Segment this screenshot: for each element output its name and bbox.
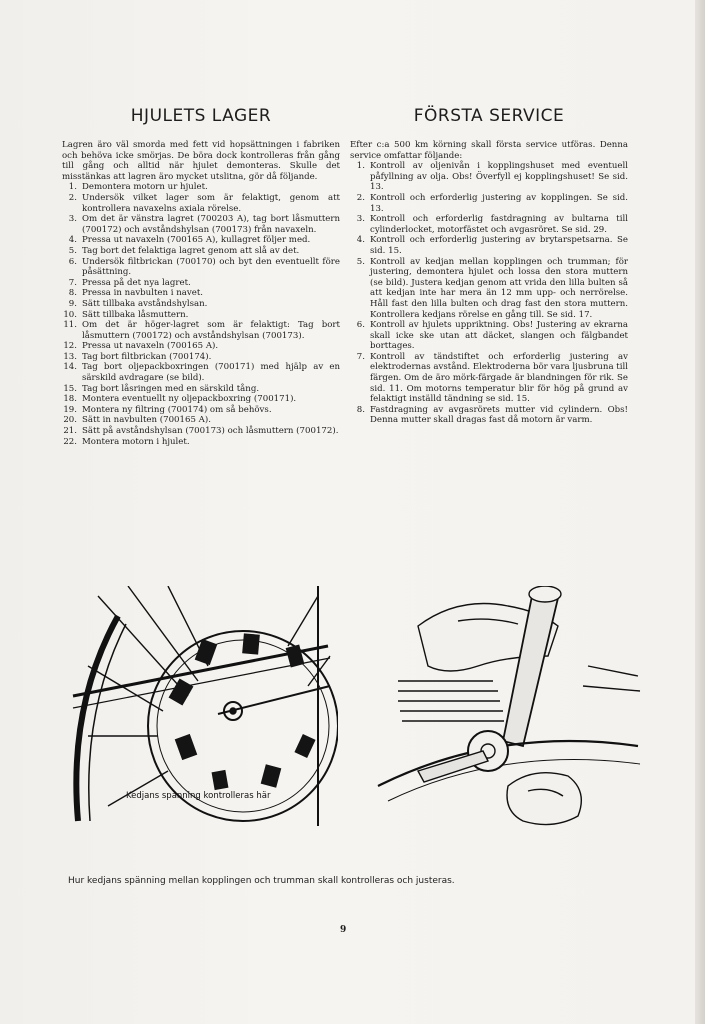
list-item-text: Kontroll och erforderlig justering av brytarspetsarna. Se sid. 15. — [370, 235, 628, 256]
left-list-item — [62, 246, 340, 257]
figure-caption: Hur kedjans spänning mellan kopplingen och trumman skall kontrolleras och justeras. — [68, 876, 455, 886]
left-list-item — [62, 394, 340, 405]
list-item-number: 20. — [63, 415, 77, 426]
list-item-text: Kontroll av tändstiftet och erforderlig justering av elektrodernas avstånd. Elektroderna bör vara ljusbruna till färgen. Om de äro mörk-färgade är blandningen för rik. Se sid. 11. Om motorns temperatur blir för hög på grund av felaktigt inställd tändning se sid. 15. — [370, 351, 629, 405]
left-list-item — [62, 405, 340, 416]
list-item-number: 3. — [68, 214, 77, 225]
list-item-number: 1. — [68, 182, 77, 193]
wheel-chain-drawing — [68, 586, 338, 826]
list-item-text: Sätt på avståndshylsan (700173) och låsmuttern (700172). — [82, 426, 339, 437]
list-item-number: 14. — [63, 362, 77, 373]
list-item-text: Pressa ut navaxeln (700165 A), kullagret följer med. — [82, 235, 311, 246]
list-item-text: Tag bort filtbrickan (700174). — [82, 351, 212, 362]
left-list-item — [62, 437, 340, 448]
left-list-item — [62, 384, 340, 395]
right-list-item — [350, 352, 628, 405]
left-list-item — [62, 362, 340, 383]
list-item-number: 4. — [68, 235, 77, 246]
right-list-item — [350, 257, 628, 321]
list-item-number: 8. — [68, 288, 77, 299]
right-list-item — [350, 405, 628, 426]
left-list-item — [62, 320, 340, 341]
list-item-number: 2. — [68, 192, 77, 203]
list-item-text: Montera motorn i hjulet. — [82, 436, 190, 447]
list-item-number: 10. — [63, 309, 77, 320]
list-item-text: Sätt tillbaka avståndshylsan. — [82, 298, 208, 309]
list-item-number: 2. — [356, 192, 365, 203]
intro-forsta-service: Efter c:a 500 km körning skall första service utföras. Denna service omfattar följande: — [350, 140, 628, 161]
list-item-number: 7. — [356, 351, 365, 362]
list-item-number: 5. — [68, 245, 77, 256]
list-item-text: Undersök filtbrickan (700170) och byt den eventuellt före påsättning. — [82, 256, 340, 278]
list-item-number: 18. — [63, 394, 77, 405]
list-item-text: Tag bort låsringen med en särskild tång. — [82, 383, 260, 394]
list-item-number: 6. — [68, 256, 77, 267]
list-item-text: Sätt tillbaka låsmuttern. — [82, 309, 189, 320]
list-item-text: Kontroll av kedjan mellan kopplingen och trumman; för justering, demontera hjulet och lossa den stora muttern (se bild). Justera kedjan genom att vrida den lilla bulten så att kedjan inte har mera än 12 mm upp- och nerrörelse. Håll fast den lilla bulten och drag fast den stora muttern. Kontrollera kedjans rörelse en gång till. Se sid. 17. — [370, 256, 628, 320]
list-item-text: Kontroll av oljenivån i kopplingshuset med eventuell påfyllning av olja. Obs! Överfyll ej kopplingshuset! Se sid. 13. — [370, 161, 628, 193]
list-item-text: Om det är höger-lagret som är felaktigt: Tag bort låsmuttern (700172) och avståndshylsan (700173). — [82, 320, 340, 341]
left-list-item — [62, 182, 340, 193]
list-item-number: 22. — [63, 436, 77, 447]
left-list-item — [62, 299, 340, 310]
list-item-text: Kontroll och erforderlig fastdragning av bultarna till cylinderlocket, motorfästet och avgasröret. Se sid. 29. — [370, 214, 628, 235]
list-item-number: 19. — [63, 404, 77, 415]
list-item-text: Montera eventuellt ny oljepackboxring (700171). — [82, 394, 297, 405]
page-number: 9 — [340, 925, 347, 935]
figure-adjusting-chain — [358, 586, 643, 831]
list-item-number: 9. — [68, 298, 77, 309]
intro-hjulets-lager: Lagren äro väl smorda med fett vid hopsättningen i fabriken och behöva icke smörjas. De böra dock kontrolleras från gång till gång och alltid när hjulet demonteras. Skulle det misstänkas att lagren äro mycket utslitna, gör då följande. — [62, 140, 340, 182]
list-item-number: 15. — [63, 383, 77, 394]
figure-label-chain: Kedjans spänning kontrolleras här — [126, 791, 271, 801]
list-item-number: 6. — [356, 320, 365, 331]
list-item-number: 5. — [356, 256, 365, 267]
list-item-number: 7. — [68, 277, 77, 288]
left-list-item — [62, 278, 340, 289]
list-item-text: Kontroll av hjulets uppriktning. Obs! Justering av ekrarna skall icke ske utan att däcket, slangen och fälgbandet borttages. — [370, 320, 628, 352]
list-item-number: 3. — [356, 214, 365, 225]
right-list-item — [350, 161, 628, 193]
list-item-number: 13. — [63, 351, 77, 362]
left-list-item — [62, 426, 340, 437]
right-list-item — [350, 193, 628, 214]
left-list-item — [62, 352, 340, 363]
left-list-item — [62, 214, 340, 235]
list-hjulets-lager — [62, 182, 340, 447]
adjusting-drawing — [358, 586, 643, 831]
left-list-item — [62, 235, 340, 246]
list-item-text: Tag bort oljepackboxringen (700171) med hjälp av en särskild avdragare (se bild). — [82, 362, 340, 384]
left-list-item — [62, 415, 340, 426]
right-list-item — [350, 214, 628, 235]
heading-forsta-service: FÖRSTA SERVICE — [413, 106, 565, 126]
list-item-text: Pressa ut navaxeln (700165 A). — [82, 341, 219, 352]
list-item-text: Sätt in navbulten (700165 A). — [82, 415, 211, 426]
heading-hjulets-lager: HJULETS LAGER — [130, 106, 272, 126]
left-list-item — [62, 257, 340, 278]
list-item-text: Kontroll och erforderlig justering av kopplingen. Se sid. 13. — [370, 192, 628, 214]
list-item-number: 1. — [356, 161, 365, 172]
list-item-text: Pressa på det nya lagret. — [82, 277, 191, 288]
page-binding-edge — [695, 0, 705, 1024]
list-item-text: Demontera motorn ur hjulet. — [82, 182, 208, 193]
left-list-item — [62, 193, 340, 214]
list-item-number: 21. — [63, 426, 77, 437]
right-list-item — [350, 320, 628, 352]
list-item-text: Tag bort det felaktiga lagret genom att slå av det. — [82, 245, 300, 256]
list-item-text: Pressa in navbulten i navet. — [82, 288, 204, 299]
list-item-text: Montera ny filtring (700174) om så behövs. — [82, 404, 272, 415]
list-item-text: Fastdragning av avgasrörets mutter vid cylindern. Obs! Denna mutter skall dragas fast då motorn är varm. — [370, 404, 628, 426]
list-item-number: 4. — [356, 235, 365, 246]
list-item-number: 12. — [63, 341, 77, 352]
left-list-item — [62, 341, 340, 352]
left-list-item — [62, 310, 340, 321]
list-item-text: Undersök vilket lager som är felaktigt, genom att kontrollera navaxelns axiala rörelse. — [82, 192, 340, 214]
list-item-number: 11. — [63, 320, 77, 331]
list-forsta-service — [350, 161, 628, 426]
section-hjulets-lager — [62, 106, 340, 447]
left-list-item — [62, 288, 340, 299]
right-list-item — [350, 235, 628, 256]
figure-wheel-chain — [68, 586, 338, 826]
list-item-number: 8. — [356, 404, 365, 415]
list-item-text: Om det är vänstra lagret (700203 A), tag bort låsmuttern (700172) och avståndshylsan (700173) från navaxeln. — [82, 214, 340, 235]
section-forsta-service — [350, 106, 628, 426]
